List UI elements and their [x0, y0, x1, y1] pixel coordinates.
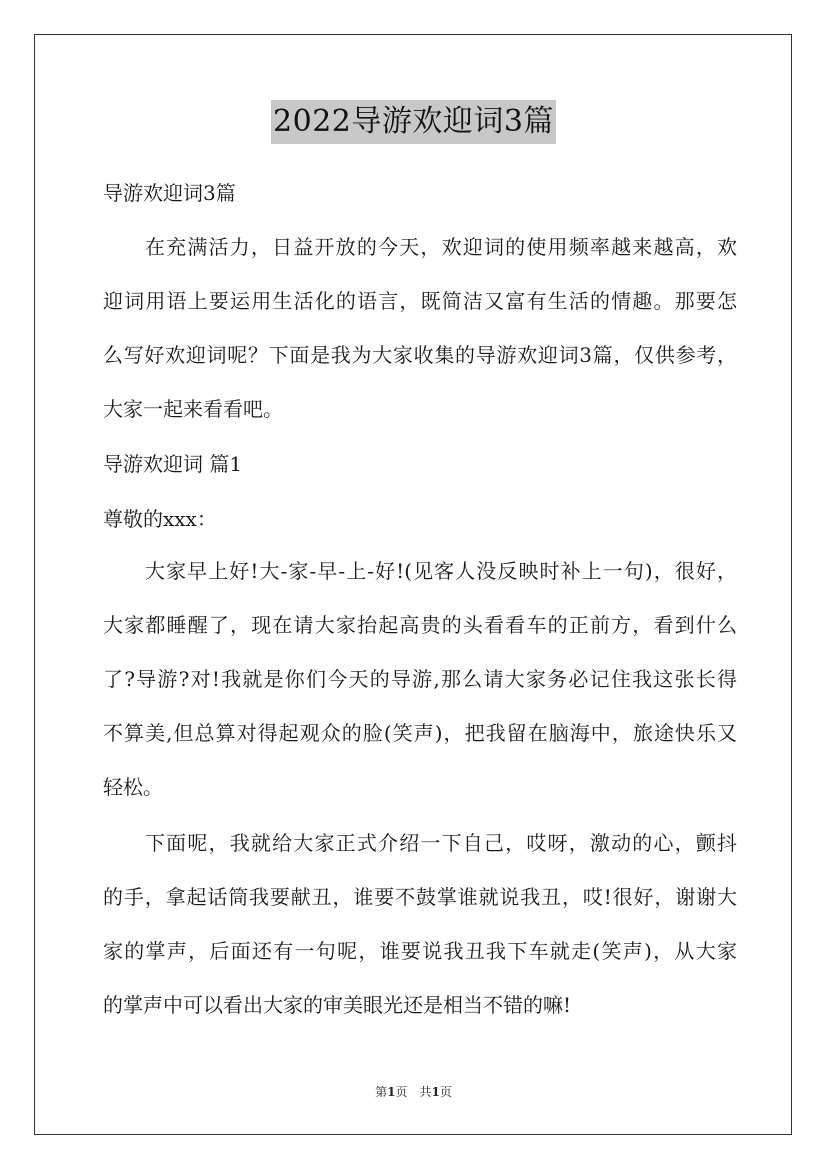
footer-page-mid: 页 共: [395, 1085, 432, 1099]
intro-line: 迎词用语上要运用生活化的语言，既简洁又富有生活的情趣。那要怎: [103, 289, 737, 313]
paragraph1-line: 大家早上好!大-家-早-上-好!(见客人没反映时补上一句)，很好，: [145, 559, 737, 583]
paragraph2-line: 下面呢，我就给大家正式介绍一下自己，哎呀，激动的心，颤抖: [145, 831, 737, 855]
footer-page-suffix: 页: [439, 1085, 452, 1099]
paragraph2-line: 的掌声中可以看出大家的审美眼光还是相当不错的嘛!: [103, 993, 572, 1017]
salutation: 尊敬的xxx：: [103, 507, 217, 531]
page-footer: [0, 1083, 827, 1101]
intro-line: 么写好欢迎词呢？下面是我为大家收集的导游欢迎词3篇，仅供参考，: [103, 343, 737, 367]
document-subtitle: 导游欢迎词3篇: [103, 181, 236, 205]
intro-line: 大家一起来看看吧。: [103, 397, 283, 421]
intro-line: 在充满活力，日益开放的今天，欢迎词的使用频率越来越高，欢: [145, 235, 737, 259]
section-heading: 导游欢迎词 篇1: [103, 452, 243, 476]
footer-page-prefix: 第: [375, 1085, 388, 1099]
paragraph1-line: 了?导游?对!我就是你们今天的导游,那么请大家务必记住我这张长得: [103, 667, 737, 691]
footer-page-total: 1: [431, 1085, 440, 1099]
footer-page-number: 1: [387, 1085, 396, 1099]
paragraph1-line: 轻松。: [103, 775, 163, 799]
paragraph1-line: 大家都睡醒了，现在请大家抬起高贵的头看看车的正前方，看到什么: [103, 613, 737, 637]
title-wrap: [0, 100, 827, 144]
paragraph2-line: 的手，拿起话筒我要献丑，谁要不鼓掌谁就说我丑，哎!很好，谢谢大: [103, 885, 737, 909]
paragraph1-line: 不算美,但总算对得起观众的脸(笑声)，把我留在脑海中，旅途快乐又: [103, 721, 737, 745]
paragraph2-line: 家的掌声，后面还有一句呢，谁要说我丑我下车就走(笑声)，从大家: [103, 939, 737, 963]
document-title: 2022导游欢迎词3篇: [271, 100, 556, 144]
